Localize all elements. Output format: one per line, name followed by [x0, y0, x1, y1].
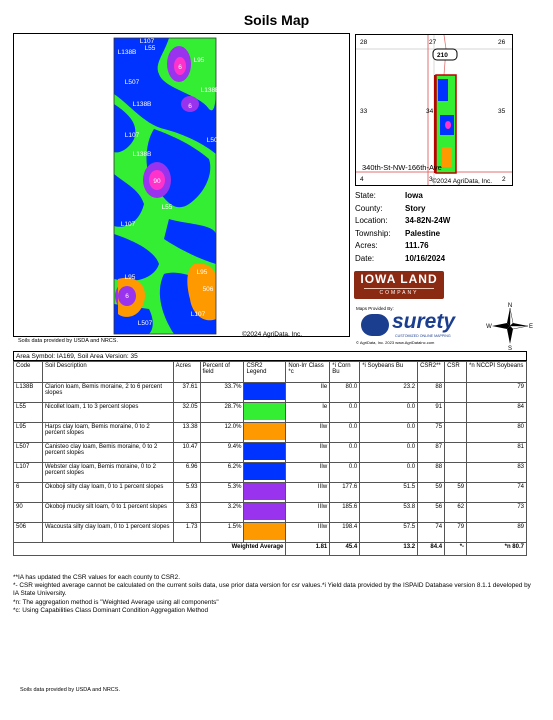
cell-code: L507 [14, 443, 43, 463]
cell-csr2: 59 [418, 483, 445, 503]
cell-soy: 57.5 [360, 523, 418, 543]
cell-csr: 62 [445, 503, 467, 523]
section-label: 33 [360, 108, 368, 115]
compass-s: S [507, 346, 513, 350]
header-cell: Non-Irr Class *c [286, 362, 330, 383]
cell-csr [445, 383, 467, 403]
map-label: 6 [178, 64, 182, 71]
map-label: L107 [120, 221, 136, 228]
cell-corn: 0.0 [330, 443, 360, 463]
cell-class: IIw [286, 423, 330, 443]
cell-class: IIw [286, 443, 330, 463]
location-map-copyright: ©2024 AgriData, Inc. [432, 178, 493, 185]
cell-pct: 33.7% [200, 383, 244, 403]
surety-tagline: CUSTOMIZED ONLINE MAPPING [395, 334, 451, 338]
cell-pct: 5.3% [200, 483, 244, 503]
table-row [14, 523, 527, 543]
footnote: *c: Using Capabilities Class Dominant Condition Aggregation Method [13, 606, 209, 614]
info-key: Township: [355, 228, 391, 238]
cell-nccpi: 81 [467, 443, 527, 463]
map-label: 6 [125, 293, 129, 300]
csr2-legend-swatch [244, 503, 286, 523]
cell-acres: 10.47 [173, 443, 200, 463]
cell-soy: 23.2 [360, 383, 418, 403]
iowa-land-logo [354, 271, 444, 299]
cell-code: 506 [14, 523, 43, 543]
header-cell: CSR [445, 362, 467, 383]
cell-pct: 12.0% [200, 423, 244, 443]
cell-csr [445, 403, 467, 423]
weighted-average-row [14, 543, 527, 556]
total-nccpi: *n 80.7 [467, 543, 527, 556]
cell-desc: Harps clay loam, Bemis moraine, 0 to 2 percent slopes [42, 423, 173, 443]
map-label: 506 [202, 286, 214, 293]
cell-class: IIIw [286, 503, 330, 523]
cell-corn: 177.6 [330, 483, 360, 503]
cell-acres: 6.96 [173, 463, 200, 483]
cell-class: IIe [286, 383, 330, 403]
header-cell: *i Soybeans Bu [360, 362, 418, 383]
header-cell: Soil Description [42, 362, 173, 383]
total-csr: *- [445, 543, 467, 556]
csr2-legend-swatch [244, 423, 286, 443]
header-cell: Acres [173, 362, 200, 383]
map-label: 6 [188, 103, 192, 110]
location-map [355, 34, 513, 186]
cell-desc: Nicollet loam, 1 to 3 percent slopes [42, 403, 173, 423]
cell-class: Ie [286, 403, 330, 423]
cell-nccpi: 83 [467, 463, 527, 483]
field-info [355, 190, 450, 265]
road-badge: 210 [437, 52, 448, 59]
csr2-legend-swatch [244, 443, 286, 463]
total-label: Weighted Average [14, 543, 286, 556]
header-cell: *n NCCPI Soybeans [467, 362, 527, 383]
map-label: L107 [190, 311, 206, 318]
info-key: County: [355, 203, 383, 213]
cell-nccpi: 89 [467, 523, 527, 543]
logo-name: IOWA LAND [360, 272, 438, 286]
map-label: L138B [132, 101, 152, 108]
cell-nccpi: 79 [467, 383, 527, 403]
cell-code: L107 [14, 463, 43, 483]
cell-nccpi: 80 [467, 423, 527, 443]
info-value: Palestine [405, 228, 441, 238]
cell-soy: 0.0 [360, 423, 418, 443]
csr2-legend-swatch [244, 403, 286, 423]
info-key: Acres: [355, 241, 378, 250]
table-row [14, 423, 527, 443]
cell-nccpi: 74 [467, 483, 527, 503]
section-label: 2 [502, 176, 506, 183]
section-label: 34 [426, 108, 434, 115]
compass-icon [486, 302, 534, 350]
map-label: L55 [161, 204, 173, 211]
total-corn: 45.4 [330, 543, 360, 556]
cell-csr: 59 [445, 483, 467, 503]
map-label: L507 [137, 320, 153, 327]
section-label: 28 [360, 39, 368, 46]
map-label: L95 [196, 269, 208, 276]
compass-w: W [486, 324, 492, 330]
header-cell: Percent of field [200, 362, 244, 383]
soil-table [13, 361, 527, 556]
surety-logo [356, 306, 481, 346]
cell-soy: 53.8 [360, 503, 418, 523]
info-value: 111.76 [405, 241, 429, 250]
section-label: 26 [498, 39, 506, 46]
cell-corn: 198.4 [330, 523, 360, 543]
source-note-bottom: Soils data provided by USDA and NRCS. [20, 687, 120, 693]
cell-class: IIIw [286, 483, 330, 503]
info-value: 10/16/2024 [405, 253, 446, 263]
cell-pct: 28.7% [200, 403, 244, 423]
header-cell: CSR2** [418, 362, 445, 383]
table-row [14, 383, 527, 403]
road-name: 340th-St-NW-166th-Ave [362, 163, 442, 172]
cell-code: 6 [14, 483, 43, 503]
info-key: State: [355, 191, 376, 200]
table-row [14, 403, 527, 423]
globe-icon [361, 314, 389, 336]
section-label: 27 [429, 39, 437, 46]
cell-desc: Okoboji silty clay loam, 0 to 1 percent slopes [42, 483, 173, 503]
footnote: *- CSR weighted average cannot be calculated on the current soils data, use prior data version for csr values.*i Yield data provided by the ISPAID Database version 8.1.1 developed by IA State University. [13, 582, 531, 598]
cell-code: L95 [14, 423, 43, 443]
map-label: L107 [124, 132, 140, 139]
section-label: 35 [498, 108, 506, 115]
cell-acres: 5.93 [173, 483, 200, 503]
header-cell: CSR2 Legend [244, 362, 286, 383]
section-label: 4 [360, 176, 364, 183]
map-label: L55 [144, 45, 156, 52]
cell-desc: Okoboji mucky silt loam, 0 to 1 percent slopes [42, 503, 173, 523]
csr2-legend-swatch [244, 463, 286, 483]
cell-corn: 80.0 [330, 383, 360, 403]
csr2-legend-swatch [244, 383, 286, 403]
cell-code: L138B [14, 383, 43, 403]
map-label: L107 [139, 38, 155, 45]
cell-corn: 0.0 [330, 403, 360, 423]
total-soy: 13.2 [360, 543, 418, 556]
map-label: L507 [206, 137, 222, 144]
header-cell: Code [14, 362, 43, 383]
map-label: L138B [132, 151, 152, 158]
compass-n: N [507, 303, 513, 309]
cell-desc: Webster clay loam, Bemis moraine, 0 to 2 percent slopes [42, 463, 173, 483]
cell-desc: Wacousta silty clay loam, 0 to 1 percent slopes [42, 523, 173, 543]
section-label: 3 [429, 176, 433, 183]
cell-csr2: 88 [418, 383, 445, 403]
header-cell: *i Corn Bu [330, 362, 360, 383]
source-note-top: Soils data provided by USDA and NRCS. [18, 338, 118, 344]
cell-csr: 79 [445, 523, 467, 543]
page-title: Soils Map [243, 12, 310, 28]
soils-map [13, 33, 350, 337]
cell-acres: 1.73 [173, 523, 200, 543]
cell-soy: 0.0 [360, 403, 418, 423]
logo-sub: COMPANY [364, 288, 434, 297]
info-value: Story [405, 203, 426, 213]
map-copyright: ©2024 AgriData, Inc. [242, 331, 303, 338]
cell-pct: 9.4% [200, 443, 244, 463]
map-label: L138B [117, 49, 137, 56]
table-row [14, 443, 527, 463]
cell-code: 90 [14, 503, 43, 523]
cell-soy: 51.5 [360, 483, 418, 503]
cell-csr2: 88 [418, 463, 445, 483]
cell-csr2: 74 [418, 523, 445, 543]
cell-csr [445, 423, 467, 443]
info-value: Iowa [405, 191, 423, 200]
cell-nccpi: 73 [467, 503, 527, 523]
cell-code: L55 [14, 403, 43, 423]
csr2-legend-swatch [244, 523, 286, 543]
table-row [14, 463, 527, 483]
cell-desc: Clarion loam, Bemis moraine, 2 to 6 percent slopes [42, 383, 173, 403]
cell-csr [445, 443, 467, 463]
surety-copyright: © AgriData, Inc. 2023 www.AgriDataInc.com [356, 340, 435, 345]
cell-class: IIIw [286, 523, 330, 543]
cell-soy: 0.0 [360, 443, 418, 463]
cell-nccpi: 84 [467, 403, 527, 423]
cell-desc: Canisteo clay loam, Bemis moraine, 0 to 2 percent slopes [42, 443, 173, 463]
footnote: **IA has updated the CSR values for each county to CSR2. [13, 574, 180, 581]
table-row [14, 483, 527, 503]
csr2-legend-swatch [244, 483, 286, 503]
total-class: 1.81 [286, 543, 330, 556]
footnote: *n: The aggregation method is "Weighted Average using all components" [13, 598, 219, 606]
info-key: Date: [355, 253, 375, 263]
total-csr2: 84.4 [418, 543, 445, 556]
cell-csr2: 87 [418, 443, 445, 463]
cell-pct: 6.2% [200, 463, 244, 483]
cell-csr2: 91 [418, 403, 445, 423]
footnotes [13, 574, 533, 615]
map-label: L95 [124, 274, 136, 281]
area-symbol: Area Symbol: IA169, Soil Area Version: 35 [13, 351, 527, 361]
cell-acres: 32.05 [173, 403, 200, 423]
cell-soy: 0.0 [360, 463, 418, 483]
cell-pct: 3.2% [200, 503, 244, 523]
info-value: 34-82N-24W [405, 216, 451, 225]
cell-acres: 37.61 [173, 383, 200, 403]
cell-corn: 0.0 [330, 423, 360, 443]
cell-csr [445, 463, 467, 483]
table-header [14, 362, 527, 383]
table-row [14, 503, 527, 523]
maps-provided-by: Maps Provided By: [356, 306, 394, 311]
cell-pct: 1.5% [200, 523, 244, 543]
cell-corn: 185.6 [330, 503, 360, 523]
cell-class: IIw [286, 463, 330, 483]
cell-csr2: 75 [418, 423, 445, 443]
compass-e: E [528, 324, 534, 330]
surety-word: surety [392, 310, 456, 333]
cell-csr2: 56 [418, 503, 445, 523]
map-label: L95 [193, 57, 205, 64]
cell-acres: 13.38 [173, 423, 200, 443]
cell-corn: 0.0 [330, 463, 360, 483]
map-label: 90 [153, 178, 161, 185]
info-key: Location: [355, 216, 388, 225]
map-label: L507 [124, 79, 140, 86]
cell-acres: 3.63 [173, 503, 200, 523]
map-label: L138B [200, 87, 220, 94]
